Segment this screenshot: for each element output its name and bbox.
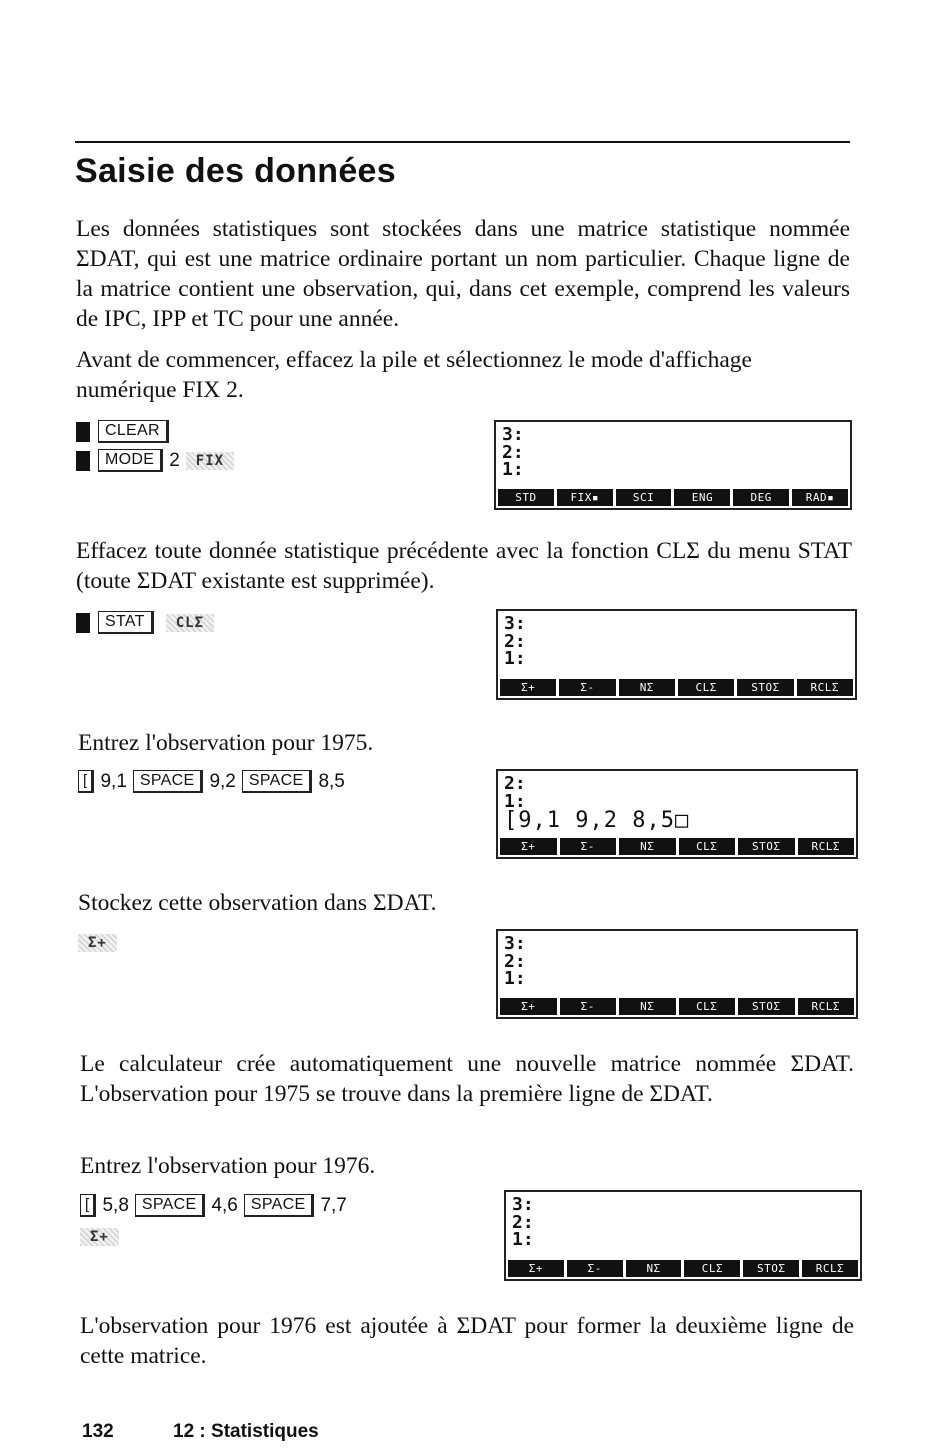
menu-sigma-minus[interactable]: Σ- — [560, 838, 617, 855]
menu-eng[interactable]: ENG — [674, 489, 730, 506]
sigma-plus-softkey[interactable]: Σ+ — [78, 934, 117, 952]
top-rule — [75, 141, 850, 143]
page-number: 132 — [82, 1421, 114, 1442]
stack-level-3: 3: — [502, 424, 524, 445]
keystroke-mode-fix — [76, 449, 234, 472]
paragraph-clear-stat: Effacez toute donnée statistique précédente avec la fonction CLΣ du menu STAT (toute ΣDAT existante est supprimée). — [76, 538, 852, 594]
stack-level-1: 1: — [512, 1229, 534, 1250]
chapter-title: 12 : Statistiques — [173, 1421, 319, 1442]
bracket-key[interactable]: [ — [80, 1194, 96, 1217]
menu-rcl-sigma[interactable]: RCLΣ — [798, 838, 855, 855]
paragraph-enter-1975: Entrez l'observation pour 1975. — [78, 730, 374, 756]
keystroke-entry-1975 — [78, 770, 345, 793]
left-shift-key — [76, 451, 90, 471]
stat-menu-bar — [500, 998, 854, 1015]
menu-cl-sigma[interactable]: CLΣ — [679, 998, 736, 1015]
menu-sigma-plus[interactable]: Σ+ — [500, 998, 557, 1015]
menu-rcl-sigma[interactable]: RCLΣ — [797, 679, 853, 696]
value-ipc: 9,1 — [100, 770, 127, 792]
menu-n-sigma[interactable]: NΣ — [619, 998, 676, 1015]
stack-level-2: 2: — [504, 630, 526, 652]
left-shift-key — [76, 422, 90, 442]
value-ipp: 9,2 — [209, 770, 236, 792]
lcd-display-cleared — [496, 609, 857, 700]
space-key[interactable]: SPACE — [135, 1194, 206, 1217]
menu-rcl-sigma[interactable]: RCLΣ — [798, 998, 855, 1015]
stat-menu-bar — [508, 1260, 858, 1277]
menu-sigma-plus[interactable]: Σ+ — [500, 679, 556, 696]
lcd-display-stored-2 — [504, 1190, 862, 1281]
keystroke-sigma-plus-2 — [80, 1228, 119, 1246]
menu-sigma-minus[interactable]: Σ- — [559, 679, 615, 696]
stack-level-3: 3: — [512, 1194, 534, 1215]
value-ipp: 4,6 — [211, 1194, 238, 1216]
menu-std[interactable]: STD — [498, 489, 554, 506]
stat-menu-bar — [500, 679, 853, 696]
stack-level-2: 2: — [504, 773, 526, 794]
menu-sto-sigma[interactable]: STOΣ — [738, 838, 795, 855]
menu-cl-sigma[interactable]: CLΣ — [679, 838, 736, 855]
stack-level-1: 1: — [504, 648, 526, 669]
menu-sto-sigma[interactable]: STOΣ — [737, 679, 793, 696]
paragraph-store-1975: Stockez cette observation dans ΣDAT. — [78, 890, 437, 916]
paragraph-second-row: L'observation pour 1976 est ajoutée à ΣDAT pour former la deuxième ligne de cette matrice. — [80, 1313, 854, 1369]
space-key[interactable]: SPACE — [133, 770, 204, 793]
clsigma-softkey[interactable]: CLΣ — [166, 614, 214, 632]
menu-n-sigma[interactable]: NΣ — [619, 838, 676, 855]
value-ipc: 5,8 — [102, 1194, 129, 1216]
paragraph-intro: Les données statistiques sont stockées dans une matrice statistique nommée ΣDAT, qui est une matrice ordinaire portant un nom particulier. Chaque ligne de la matrice contient une observation, qui, dans cet exemple, comprend les valeurs de IPC, IPP et TC pour une année. — [76, 216, 850, 332]
mode-key[interactable]: MODE — [98, 449, 163, 472]
menu-sigma-plus[interactable]: Σ+ — [500, 838, 557, 855]
menu-sigma-minus[interactable]: Σ- — [567, 1260, 623, 1277]
stack-level-1: 1: — [504, 790, 526, 812]
value-tc: 7,7 — [320, 1194, 347, 1216]
stack-level-3: 3: — [504, 613, 526, 634]
command-line: [9,1 9,2 8,5□ — [504, 808, 690, 833]
menu-sto-sigma[interactable]: STOΣ — [743, 1260, 799, 1277]
stat-key[interactable]: STAT — [98, 611, 154, 634]
keystroke-stat-clsigma — [76, 611, 214, 634]
menu-rcl-sigma[interactable]: RCLΣ — [802, 1260, 858, 1277]
paragraph-enter-1976: Entrez l'observation pour 1976. — [80, 1153, 376, 1179]
menu-rad[interactable]: RAD▪ — [792, 489, 848, 506]
keystroke-sigma-plus — [78, 934, 117, 952]
clear-key[interactable]: CLEAR — [98, 420, 169, 443]
paragraph-matrix-created: Le calculateur crée automatiquement une nouvelle matrice nommée ΣDAT. L'observation pour 1975 se trouve dans la première ligne de ΣDAT. — [80, 1051, 854, 1107]
stack-level-2: 2: — [504, 950, 526, 972]
section-heading: Saisie des données — [75, 152, 396, 190]
keystroke-entry-1976 — [80, 1194, 347, 1217]
space-key[interactable]: SPACE — [242, 770, 313, 793]
menu-cl-sigma[interactable]: CLΣ — [678, 679, 734, 696]
digit-two: 2 — [169, 449, 180, 471]
space-key[interactable]: SPACE — [244, 1194, 315, 1217]
fix-softkey[interactable]: FIX — [186, 452, 234, 470]
keystroke-clear — [76, 420, 169, 443]
stack-level-2: 2: — [502, 441, 524, 463]
lcd-display-stored — [496, 929, 858, 1019]
menu-cl-sigma[interactable]: CLΣ — [684, 1260, 740, 1277]
menu-sto-sigma[interactable]: STOΣ — [738, 998, 795, 1015]
stack-level-2: 2: — [512, 1211, 534, 1233]
mode-menu-bar — [498, 489, 848, 506]
menu-n-sigma[interactable]: NΣ — [619, 679, 675, 696]
stack-level-1: 1: — [504, 968, 526, 989]
menu-deg[interactable]: DEG — [733, 489, 789, 506]
sigma-plus-softkey[interactable]: Σ+ — [80, 1228, 119, 1246]
lcd-display-entry — [496, 769, 858, 859]
paragraph-prepare: Avant de commencer, effacez la pile et sélectionnez le mode d'affichage numérique FIX 2. — [76, 347, 752, 403]
bracket-key[interactable]: [ — [78, 770, 94, 793]
lcd-display-mode — [494, 420, 852, 510]
menu-sigma-plus[interactable]: Σ+ — [508, 1260, 564, 1277]
menu-n-sigma[interactable]: NΣ — [626, 1260, 682, 1277]
menu-sci[interactable]: SCI — [616, 489, 672, 506]
value-tc: 8,5 — [318, 770, 345, 792]
left-shift-key — [76, 613, 90, 633]
stack-level-3: 3: — [504, 933, 526, 954]
stack-level-1: 1: — [502, 459, 524, 480]
menu-sigma-minus[interactable]: Σ- — [560, 998, 617, 1015]
stat-menu-bar — [500, 838, 854, 855]
menu-fix[interactable]: FIX▪ — [557, 489, 613, 506]
